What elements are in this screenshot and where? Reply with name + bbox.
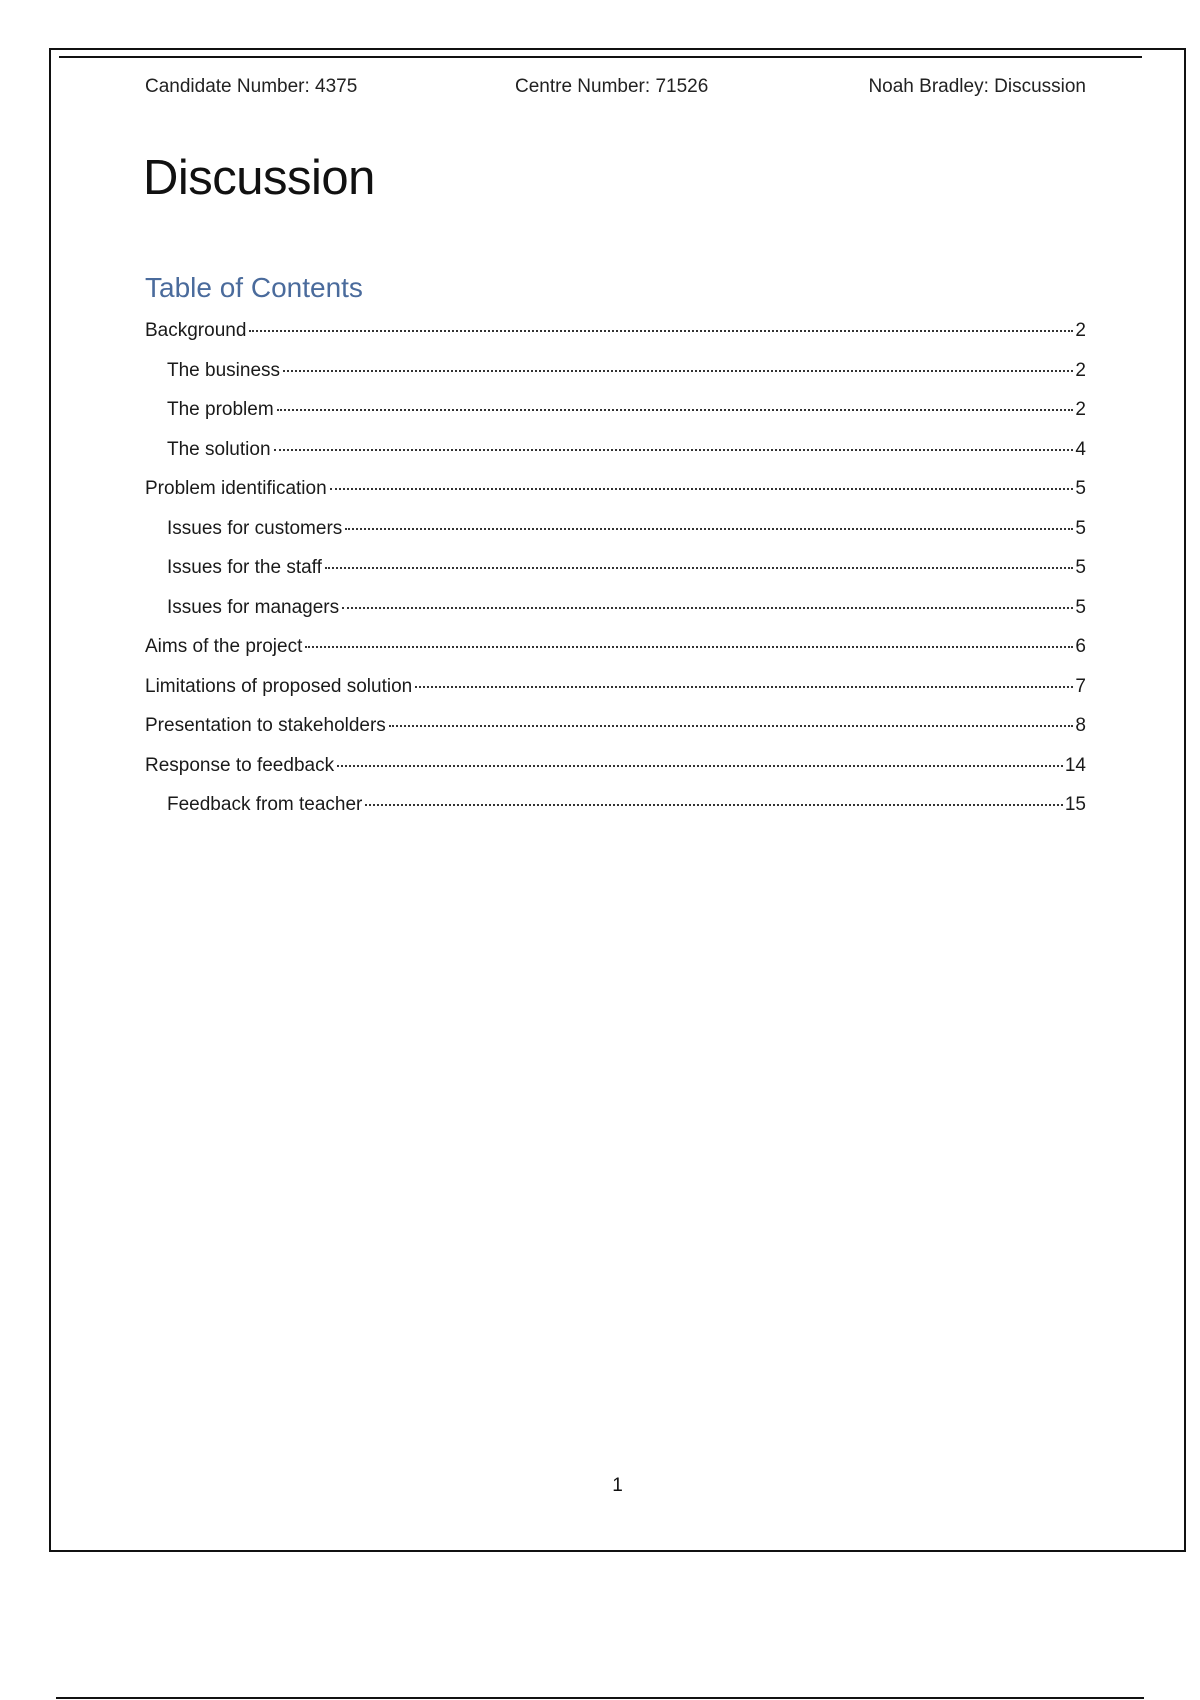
toc-entry[interactable]: [145, 320, 1086, 360]
author-section: Noah Bradley: Discussion: [868, 76, 1086, 97]
table-of-contents: [145, 320, 1086, 834]
header-rule: [59, 56, 1142, 58]
centre-number: Centre Number: 71526: [515, 76, 709, 97]
toc-entry-label: The solution: [167, 438, 271, 460]
toc-dot-leader: [337, 765, 1063, 767]
toc-entry[interactable]: [145, 360, 1086, 400]
toc-entry[interactable]: [145, 597, 1086, 637]
toc-dot-leader: [345, 528, 1073, 530]
candidate-number: Candidate Number: 4375: [145, 76, 358, 97]
toc-entry[interactable]: [145, 439, 1086, 479]
toc-entry-label: Limitations of proposed solution: [145, 675, 413, 697]
toc-entry[interactable]: [145, 557, 1086, 597]
toc-entry-label: The problem: [167, 399, 274, 420]
toc-dot-leader: [305, 646, 1073, 648]
toc-entry-page: 6: [1075, 636, 1086, 657]
toc-heading: Table of Contents: [145, 272, 363, 303]
toc-dot-leader: [325, 567, 1074, 569]
toc-dot-leader: [249, 330, 1073, 332]
toc-dot-leader: [389, 725, 1074, 727]
toc-entry[interactable]: [145, 715, 1086, 755]
toc-entry-label: Feedback from teacher: [167, 794, 363, 815]
toc-entry-page: 2: [1075, 320, 1086, 341]
toc-entry-page: 4: [1075, 438, 1086, 460]
toc-entry-label: Issues for managers: [167, 596, 340, 618]
page-frame: [49, 48, 1186, 1552]
toc-entry-label: The business: [167, 359, 281, 381]
toc-entry-page: 5: [1075, 478, 1086, 499]
toc-entry-page: 5: [1075, 517, 1086, 539]
toc-entry[interactable]: [145, 478, 1086, 518]
page-header: [145, 76, 1086, 106]
toc-entry[interactable]: [145, 399, 1086, 439]
toc-entry-label: Background: [145, 320, 247, 341]
toc-entry-label: Aims of the project: [145, 636, 303, 657]
toc-entry[interactable]: [145, 755, 1086, 795]
toc-dot-leader: [274, 449, 1074, 451]
toc-dot-leader: [415, 686, 1073, 688]
toc-entry[interactable]: [145, 794, 1086, 834]
toc-entry[interactable]: [145, 636, 1086, 676]
toc-entry-label: Issues for customers: [167, 517, 343, 539]
toc-dot-leader: [277, 409, 1074, 411]
toc-entry-label: Problem identification: [145, 478, 327, 499]
toc-entry-page: 5: [1075, 596, 1086, 618]
toc-entry-page: 8: [1075, 715, 1086, 736]
toc-entry-page: 7: [1075, 675, 1086, 697]
toc-dot-leader: [330, 488, 1074, 490]
toc-entry[interactable]: [145, 676, 1086, 716]
toc-dot-leader: [283, 370, 1073, 372]
toc-entry-label: Presentation to stakeholders: [145, 715, 386, 736]
toc-entry-label: Issues for the staff: [167, 557, 322, 578]
toc-entry-page: 5: [1075, 557, 1086, 578]
next-page-header-rule: [56, 1697, 1144, 1699]
toc-entry[interactable]: [145, 518, 1086, 558]
toc-dot-leader: [365, 804, 1062, 806]
toc-entry-page: 2: [1075, 359, 1086, 381]
page-number: 1: [612, 1475, 623, 1496]
toc-entry-page: 15: [1064, 794, 1086, 815]
toc-entry-label: Response to feedback: [145, 754, 335, 776]
document-title: Discussion: [143, 151, 375, 205]
toc-entry-page: 2: [1075, 399, 1086, 420]
toc-dot-leader: [342, 607, 1073, 609]
toc-entry-page: 14: [1064, 754, 1086, 776]
